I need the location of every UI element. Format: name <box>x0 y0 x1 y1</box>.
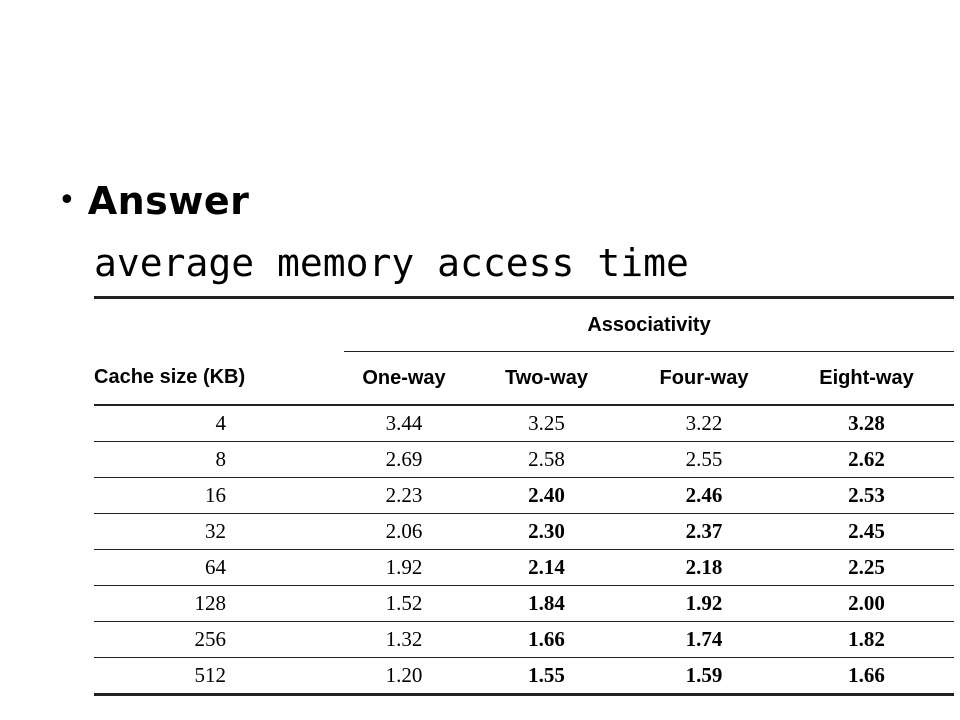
table-header-group-row <box>94 298 954 352</box>
amat-value-cell: 1.92 <box>344 550 464 586</box>
amat-value-cell: 1.82 <box>779 622 954 658</box>
amat-value-cell: 1.55 <box>464 658 629 695</box>
amat-value-cell: 2.18 <box>629 550 779 586</box>
amat-value-cell: 1.74 <box>629 622 779 658</box>
amat-value-cell: 2.62 <box>779 442 954 478</box>
table-row <box>94 442 954 478</box>
cache-size-cell: 256 <box>94 622 344 658</box>
amat-value-cell: 2.14 <box>464 550 629 586</box>
amat-value-cell: 2.53 <box>779 478 954 514</box>
bullet-line <box>58 176 249 226</box>
table-row <box>94 514 954 550</box>
amat-value-cell: 2.25 <box>779 550 954 586</box>
cache-size-cell: 16 <box>94 478 344 514</box>
column-header-four-way: Four-way <box>629 352 779 406</box>
amat-value-cell: 2.69 <box>344 442 464 478</box>
amat-value-cell: 2.58 <box>464 442 629 478</box>
column-header-one-way: One-way <box>344 352 464 406</box>
amat-value-cell: 1.84 <box>464 586 629 622</box>
amat-value-cell: 1.20 <box>344 658 464 695</box>
cache-size-cell: 128 <box>94 586 344 622</box>
amat-value-cell: 2.30 <box>464 514 629 550</box>
amat-value-cell: 2.45 <box>779 514 954 550</box>
cache-size-header: Cache size (KB) <box>94 352 344 406</box>
amat-table-container <box>94 296 954 696</box>
cache-size-cell: 32 <box>94 514 344 550</box>
bullet-marker: • <box>58 183 76 218</box>
table-header-row <box>94 352 954 406</box>
cache-size-cell: 4 <box>94 405 344 442</box>
amat-table <box>94 296 954 696</box>
amat-value-cell: 2.37 <box>629 514 779 550</box>
amat-value-cell: 1.92 <box>629 586 779 622</box>
table-row <box>94 478 954 514</box>
amat-value-cell: 2.55 <box>629 442 779 478</box>
table-row <box>94 622 954 658</box>
column-header-eight-way: Eight-way <box>779 352 954 406</box>
amat-value-cell: 2.46 <box>629 478 779 514</box>
amat-value-cell: 3.28 <box>779 405 954 442</box>
cache-size-cell: 8 <box>94 442 344 478</box>
amat-value-cell: 1.66 <box>464 622 629 658</box>
amat-value-cell: 2.00 <box>779 586 954 622</box>
table-row <box>94 550 954 586</box>
amat-value-cell: 1.59 <box>629 658 779 695</box>
cache-size-cell: 512 <box>94 658 344 695</box>
amat-value-cell: 1.52 <box>344 586 464 622</box>
cache-size-cell: 64 <box>94 550 344 586</box>
amat-value-cell: 2.06 <box>344 514 464 550</box>
table-row <box>94 405 954 442</box>
amat-value-cell: 2.40 <box>464 478 629 514</box>
table-row <box>94 586 954 622</box>
slide-heading: Answer <box>87 179 250 223</box>
amat-value-cell: 1.66 <box>779 658 954 695</box>
table-header-empty-cell <box>94 298 344 352</box>
associativity-header: Associativity <box>344 298 954 352</box>
table-body <box>94 405 954 695</box>
table-row <box>94 658 954 695</box>
slide-subtitle: average memory access time <box>94 241 689 285</box>
amat-value-cell: 1.32 <box>344 622 464 658</box>
amat-value-cell: 3.22 <box>629 405 779 442</box>
column-header-two-way: Two-way <box>464 352 629 406</box>
amat-value-cell: 2.23 <box>344 478 464 514</box>
amat-value-cell: 3.44 <box>344 405 464 442</box>
amat-value-cell: 3.25 <box>464 405 629 442</box>
